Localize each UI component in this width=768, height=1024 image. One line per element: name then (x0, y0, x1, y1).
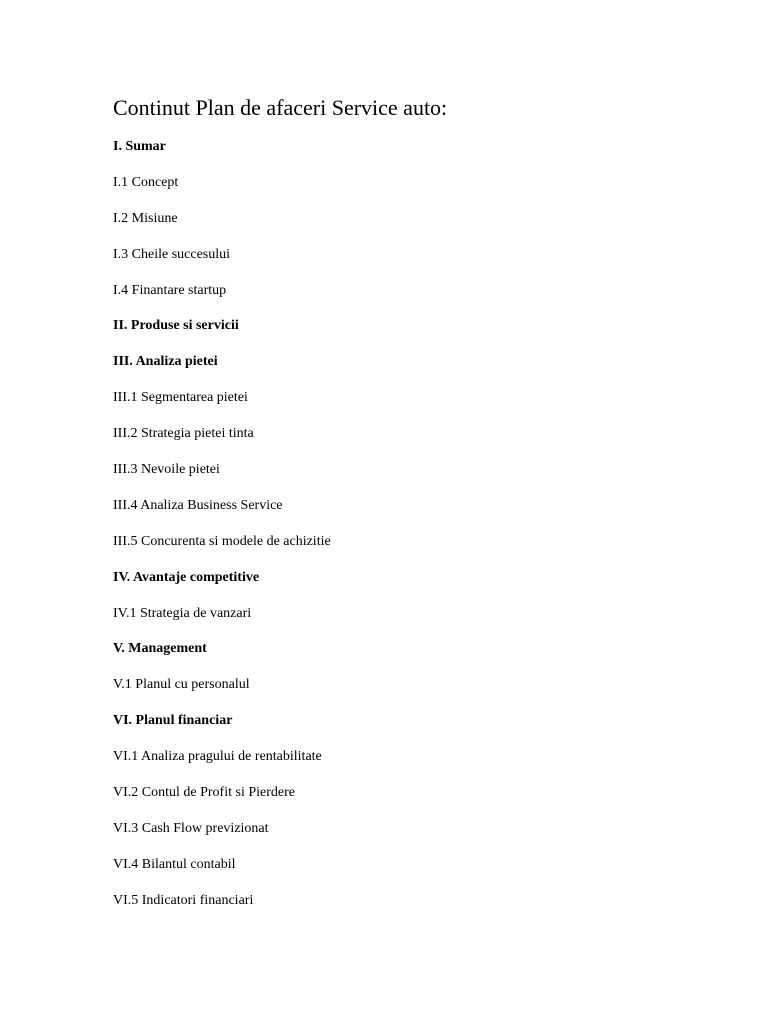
toc-subsection-item: III.3 Nevoile pietei (113, 462, 220, 478)
toc-section-heading: III. Analiza pietei (113, 354, 218, 370)
toc-section-heading: VI. Planul financiar (113, 713, 233, 729)
toc-subsection-item: VI.4 Bilantul contabil (113, 856, 236, 872)
toc-subsection-item: VI.1 Analiza pragului de rentabilitate (113, 749, 322, 765)
toc-subsection-item: VI.2 Contul de Profit si Pierdere (113, 785, 295, 801)
document-title: Continut Plan de afaceri Service auto: (113, 95, 448, 120)
toc-subsection-item: I.3 Cheile succesului (113, 246, 231, 262)
toc-section-heading: I. Sumar (113, 139, 166, 154)
toc-subsection-item: IV.1 Strategia de vanzari (113, 605, 252, 621)
toc-subsection-item: I.1 Concept (113, 174, 179, 190)
table-of-contents (113, 137, 331, 927)
toc-subsection-item: III.5 Concurenta si modele de achizitie (113, 533, 331, 549)
toc-subsection-item: I.4 Finantare startup (113, 282, 227, 298)
toc-section-heading: IV. Avantaje competitive (113, 569, 260, 585)
toc-subsection-item: III.1 Segmentarea pietei (113, 390, 248, 406)
toc-subsection-item: I.2 Misiune (113, 210, 178, 226)
toc-subsection-item: III.2 Strategia pietei tinta (113, 426, 254, 442)
toc-section-heading: V. Management (113, 641, 207, 657)
toc-subsection-item: V.1 Planul cu personalul (113, 677, 250, 693)
toc-subsection-item: VI.5 Indicatori financiari (113, 892, 254, 908)
toc-section-heading: II. Produse si servicii (113, 318, 239, 334)
toc-subsection-item: III.4 Analiza Business Service (113, 497, 283, 513)
toc-subsection-item: VI.3 Cash Flow previzionat (113, 820, 269, 836)
